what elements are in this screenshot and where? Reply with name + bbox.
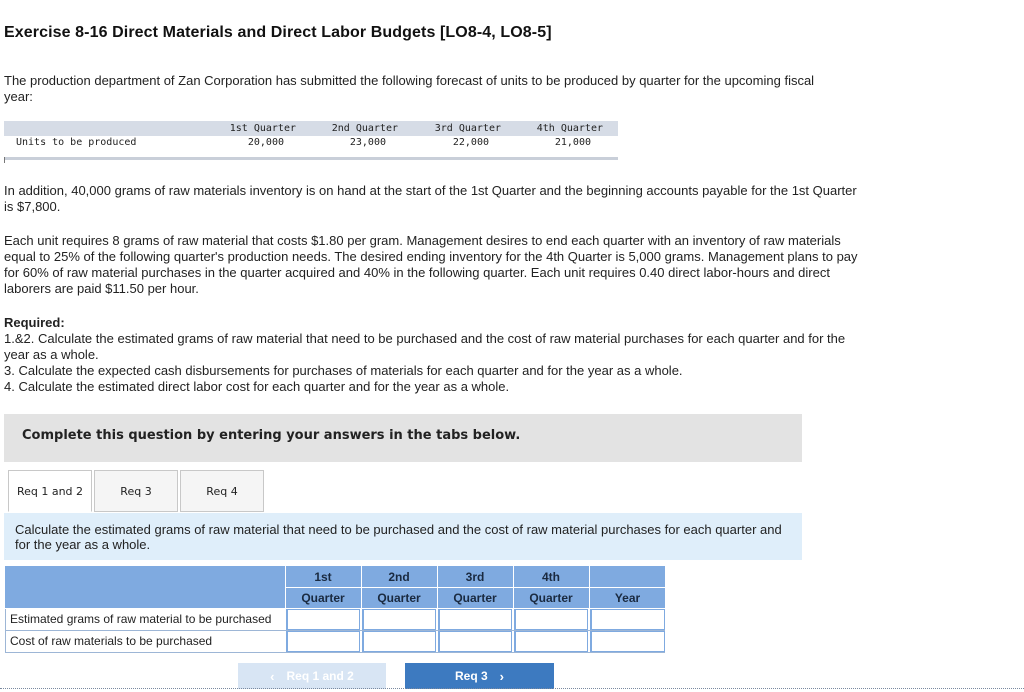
col-header-q2: 2nd Quarter xyxy=(361,566,436,608)
forecast-q4-header: 4th Quarter xyxy=(536,123,603,134)
tab-req-1-and-2[interactable]: Req 1 and 2 xyxy=(8,470,92,512)
prev-req-button[interactable] xyxy=(238,663,386,689)
instruction-band xyxy=(4,414,802,462)
required-heading: Required: xyxy=(4,315,65,330)
forecast-q1-value: 20,000 xyxy=(247,137,284,148)
next-req-label: Req 3 xyxy=(454,669,488,683)
cost-year-input[interactable] xyxy=(590,631,665,652)
tab-req-4[interactable]: Req 4 xyxy=(180,470,264,512)
col-header-q4: 4th Quarter xyxy=(513,566,588,608)
forecast-q3-value: 22,000 xyxy=(452,137,489,148)
required-item-4: 4. Calculate the estimated direct labor cost for each quarter and for the year as a whole. xyxy=(4,379,510,394)
tab-description-text: Calculate the estimated grams of raw material that need to be purchased and the cost of raw material purchases for each quarter and for the year as a whole. xyxy=(15,522,782,552)
next-req-button[interactable] xyxy=(405,663,554,689)
forecast-q2-header: 2nd Quarter xyxy=(331,123,398,134)
row-label-cost: Cost of raw materials to be purchased xyxy=(5,631,285,653)
forecast-q3-header: 3rd Quarter xyxy=(434,123,501,134)
forecast-q2-value: 23,000 xyxy=(349,137,386,148)
cost-q1-input[interactable] xyxy=(286,631,360,652)
forecast-q4-value: 21,000 xyxy=(554,137,591,148)
forecast-row-label: Units to be produced xyxy=(16,137,137,148)
grams-q3-input[interactable] xyxy=(438,609,512,630)
grams-q4-input[interactable] xyxy=(514,609,588,630)
required-section xyxy=(4,315,864,395)
row-label-grams: Estimated grams of raw material to be purchased xyxy=(5,609,285,631)
bottom-divider xyxy=(0,688,1024,689)
cost-q2-input[interactable] xyxy=(362,631,436,652)
production-forecast-table xyxy=(4,121,618,161)
required-item-1-2: 1.&2. Calculate the estimated grams of raw material that need to be purchased and the cost of raw material purchases for each quarter and for the year as a whole. xyxy=(4,331,846,362)
col-header-q1: 1st Quarter xyxy=(285,566,360,608)
exercise-title: Exercise 8-16 Direct Materials and Direct Labor Budgets [LO8-4, LO8-5] xyxy=(4,24,552,41)
tab-req-3[interactable]: Req 3 xyxy=(94,470,178,512)
cost-q4-input[interactable] xyxy=(514,631,588,652)
grams-q2-input[interactable] xyxy=(362,609,436,630)
required-item-3: 3. Calculate the expected cash disbursements for purchases of materials for each quarter and for the year as a whole. xyxy=(4,363,683,378)
unit-requirements-paragraph: Each unit requires 8 grams of raw material that costs $1.80 per gram. Management desires to end each quarter with an inventory of raw materials equal to 25% of the following quarter's production needs. The desired ending inventory for the 4th Quarter is 5,000 grams. Management plans to pay for 60% of raw material purchases in the quarter acquired and 40% in the following quarter. Each unit requires 0.40 direct labor-hours and direct laborers are paid $11.50 per hour. xyxy=(4,233,858,296)
col-header-q3: 3rd Quarter xyxy=(437,566,512,608)
table-row xyxy=(5,609,665,631)
answer-table xyxy=(5,566,665,654)
inventory-paragraph: In addition, 40,000 grams of raw materials inventory is on hand at the start of the 1st Quarter and the beginning accounts payable for the 1st Quarter is $7,800. xyxy=(4,183,857,214)
grams-year-input[interactable] xyxy=(590,609,665,630)
forecast-q1-header: 1st Quarter xyxy=(229,123,296,134)
col-header-year: Year xyxy=(589,566,665,608)
tab-description-band xyxy=(4,513,802,560)
table-row xyxy=(5,631,665,653)
chevron-right-icon: › xyxy=(499,668,505,684)
intro-paragraph: The production department of Zan Corporation has submitted the following forecast of units to be produced by quarter for the upcoming fiscal year: xyxy=(4,73,815,104)
chevron-left-icon: ‹ xyxy=(270,668,275,684)
instruction-text: Complete this question by entering your answers in the tabs below. xyxy=(22,428,521,443)
prev-req-label: Req 1 and 2 xyxy=(286,669,354,683)
grams-q1-input[interactable] xyxy=(286,609,360,630)
cost-q3-input[interactable] xyxy=(438,631,512,652)
